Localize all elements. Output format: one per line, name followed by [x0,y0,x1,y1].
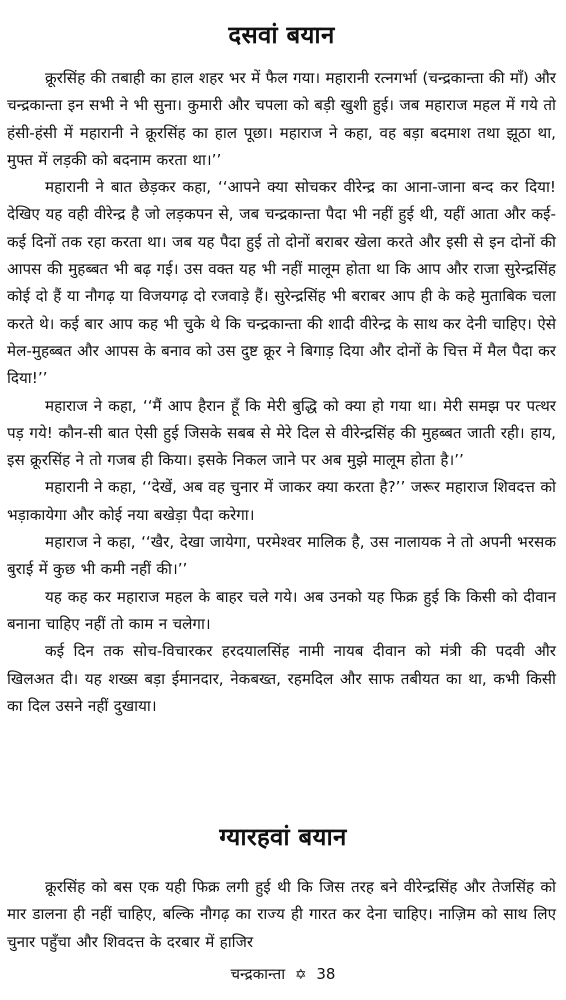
chapter-title-11: ग्यारहवां बयान [219,823,347,851]
chapter-11-body [7,874,556,956]
page-footer [0,962,566,987]
chapter-title-10: दसवां बयान [228,21,335,49]
star-ornament-icon: ✡ [294,967,307,983]
paragraph: महाराज ने कहा, ‘‘खैर, देखा जायेगा, परमेश्वर मालिक है, उस नालायक ने तो अपनी भरसक बुराई में कुछ भी कमी नहीं की।’’ [7,533,556,579]
paragraph: क्रूरसिंह की तबाही का हाल शहर भर में फैल गया। महारानी रत्नगर्भा (चन्द्रकान्ता की माँ) और चन्द्रकान्ता इन सभी ने भी सुना। कुमारी और चपला को बड़ी खुशी हुई। जब महाराज महल में गये तो हंसी-हंसी में महारानी ने क्रूरसिंह का हाल पूछा। महाराज ने कहा, वह बड़ा बदमाश तथा झूठा था, मुफ्त में लड़की को बदनाम करता था।’’ [7,69,556,169]
page-number: 38 [316,965,336,983]
footer-book-title: चन्द्रकान्ता [230,965,286,983]
paragraph: यह कह कर महाराज महल के बाहर चले गये। अब उनको यह फिक्र हुई कि किसी को दीवान बनाना चाहिए नहीं तो काम न चलेगा। [7,587,556,633]
paragraph: महाराज ने कहा, ‘‘मैं आप हैरान हूँ कि मेरी बुद्धि को क्या हो गया था। मेरी समझ पर पत्थर पड़ गये! कौन-सी बात ऐसी हुई जिसके सबब से मेरे दिल से वीरेन्द्रसिंह की मुहब्बत जाती रही। हाय, इस क्रूरसिंह ने तो गजब ही किया। इसके निकल जाने पर अब मुझे मालूम होता है।’’ [7,396,556,470]
chapter-10-body [7,65,556,720]
paragraph: क्रूरसिंह को बस एक यही फिक्र लगी हुई थी कि जिस तरह बने वीरेन्द्रसिंह और तेजसिंह को मार डालना ही नहीं चाहिए, बल्कि नौगढ़ का राज्य ही गारत कर देना चाहिए। नाज़िम को साथ लिए चुनार पहुँचा और शिवदत्त के दरबार में हाजिर [7,878,556,951]
paragraph: कई दिन तक सोच-विचारकर हरदयालसिंह नामी नायब दीवान को मंत्री की पदवी और खिलअत दी। यह शख्स बड़ा ईमानदार, नेकबख्त, रहमदिल और साफ तबीयत का था, कभी किसी का दिल उसने नहीं दुखाया। [7,642,556,715]
paragraph: महारानी ने कहा, ‘‘देखें, अब वह चुनार में जाकर क्या करता है?’’ जरूर महाराज शिवदत्त को भड़ाकायेगा और कोई नया बखेड़ा पैदा करेगा। [7,478,556,524]
paragraph: महारानी ने बात छेड़कर कहा, ‘‘आपने क्या सोचकर वीरेन्द्र का आना-जाना बन्द कर दिया! देखिए यह वही वीरेन्द्र है जो लड़कपन से, जब चन्द्रकान्ता पैदा भी नहीं हुई थी, यहीं आता और कई-कई दिनों तक रहा करता था। जब यह पैदा हुई तो दोनों बराबर खेला करते और इसी से इन दोनों की आपस की मुहब्बत भी बढ़ गई। उस वक्त यह भी नहीं मालूम होता था कि आप और राजा सुरेन्द्रसिंह कोई दो हैं या नौगढ़ या विजयगढ़ दो रजवाड़े हैं। सुरेन्द्रसिंह भी बराबर आप ही के कहे मुताबिक चला करते थे। कई बार आप कह भी चुके थे कि चन्द्रकान्ता की शादी वीरेन्द्र के साथ कर देनी चाहिए। ऐसे मेल-मुहब्बत और आपस के बनाव को उस दुष्ट क्रूर ने बिगाड़ दिया और दोनों के चित्त में मैल पैदा कर दिया!’’ [7,178,556,388]
